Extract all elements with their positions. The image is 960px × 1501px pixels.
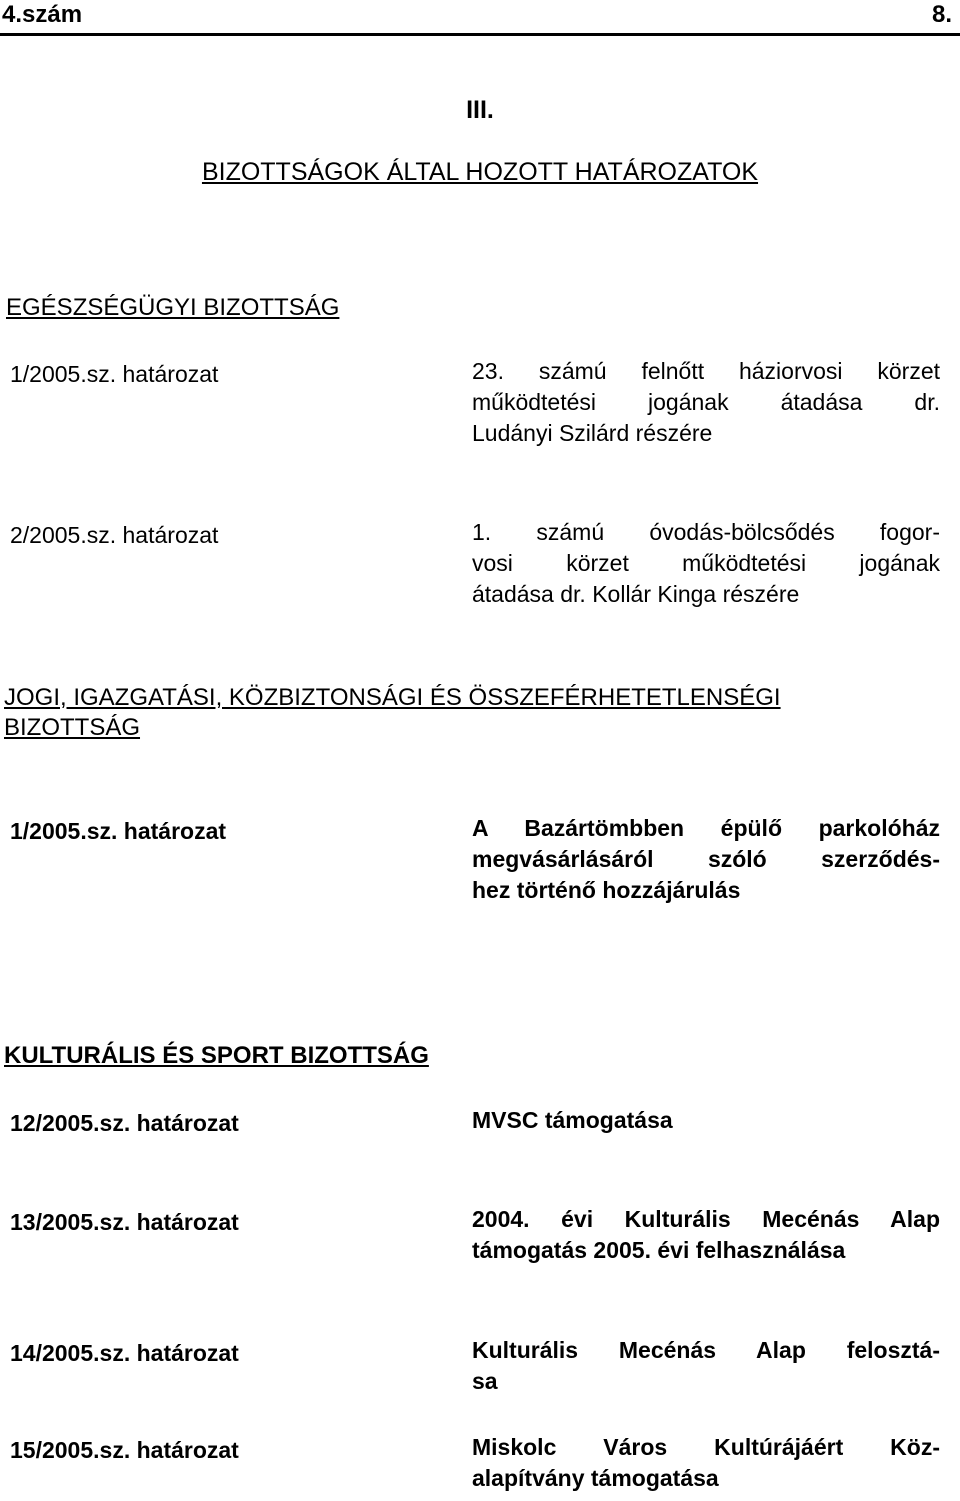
section-heading-culture: KULTURÁLIS ÉS SPORT BIZOTTSÁG	[4, 1042, 429, 1069]
resolution-description	[472, 517, 940, 610]
resolution-description-line: hez történő hozzájárulás	[472, 877, 741, 903]
resolution-description-line: átadása dr. Kollár Kinga részére	[472, 581, 800, 607]
resolution-number: 14/2005.sz. határozat	[10, 1340, 239, 1366]
resolution-description-line: sa	[472, 1368, 498, 1394]
resolution-number: 1/2005.sz. határozat	[10, 818, 227, 844]
resolution-description-line: Kulturális Mecénás Alap felosztá-	[472, 1337, 940, 1363]
resolution-description-line: támogatás 2005. évi felhasználása	[472, 1237, 846, 1263]
resolution-description-line: működtetési jogának átadása dr.	[472, 389, 940, 415]
resolution-description-line: Miskolc Város Kultúrájáért Köz-	[472, 1434, 940, 1460]
issue-number: 4.szám	[2, 1, 83, 28]
chapter-title: BIZOTTSÁGOK ÁLTAL HOZOTT HATÁROZATOK	[201, 158, 759, 186]
resolution-number: 13/2005.sz. határozat	[10, 1209, 239, 1235]
resolution-number: 12/2005.sz. határozat	[10, 1110, 239, 1136]
resolution-description-line: 23. számú felnőtt háziorvosi körzet	[472, 358, 940, 384]
chapter-numeral: III.	[466, 96, 494, 124]
resolution-number: 15/2005.sz. határozat	[10, 1437, 239, 1463]
section-heading-health: EGÉSZSÉGÜGYI BIZOTTSÁG	[6, 294, 340, 321]
page-number: 8.	[931, 1, 952, 28]
page-header	[0, 0, 960, 36]
resolution-description-line: megvásárlásáról szóló szerződés-	[472, 846, 940, 872]
resolution-description	[472, 1204, 940, 1266]
resolution-description	[472, 1335, 940, 1397]
resolution-description	[472, 813, 940, 906]
resolution-number: 2/2005.sz. határozat	[10, 522, 219, 548]
section-heading-line: JOGI, IGAZGATÁSI, KÖZBIZTONSÁGI ÉS ÖSSZEFÉRHETETLENSÉGI	[4, 684, 781, 711]
resolution-description	[472, 1105, 940, 1136]
resolution-number: 1/2005.sz. határozat	[10, 361, 219, 387]
resolution-description-line: alapítvány támogatása	[472, 1465, 719, 1491]
resolution-description-line: Ludányi Szilárd részére	[472, 420, 713, 446]
section-heading-line: BIZOTTSÁG	[4, 714, 141, 741]
resolution-description-line: 2004. évi Kulturális Mecénás Alap	[472, 1206, 940, 1232]
section-heading-legal	[4, 684, 781, 742]
resolution-description-line: MVSC támogatása	[472, 1107, 673, 1133]
resolution-description	[472, 1432, 940, 1494]
resolution-description	[472, 356, 940, 449]
resolution-description-line: A Bazártömbben épülő parkolóház	[472, 815, 940, 841]
resolution-description-line: 1. számú óvodás-bölcsődés fogor-	[472, 519, 940, 545]
resolution-description-line: vosi körzet működtetési jogának	[472, 550, 940, 576]
